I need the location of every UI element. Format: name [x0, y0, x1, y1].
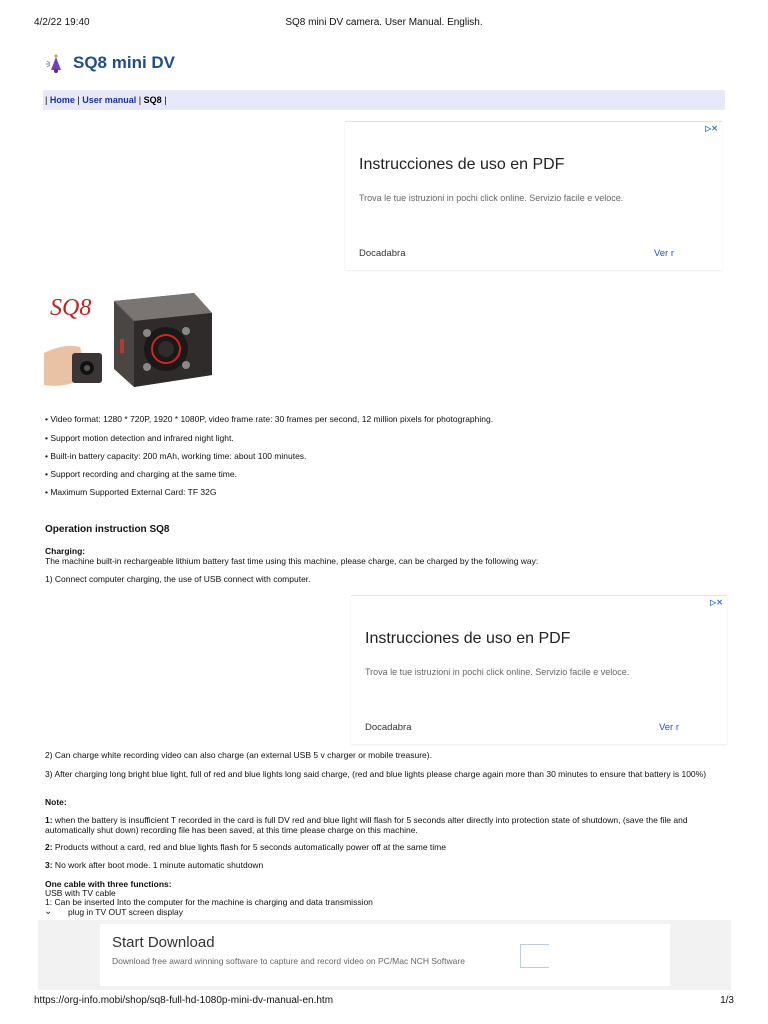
- ad-banner[interactable]: [351, 595, 727, 744]
- site-logo[interactable]: [45, 52, 175, 74]
- ad-description: Trova le tue istruzioni in pochi click online. Servizio facile e veloce.: [365, 667, 630, 677]
- breadcrumb-current: SQ8: [143, 95, 162, 105]
- feature-item: • Support recording and charging at the same time.: [45, 469, 237, 479]
- note-1: 1: when the battery is insufficient T recorded in the card is full DV red and blue light will flash for 5 seconds alter directly into protection state of shutdown, (save the file and automatically shut down) recording file has been saved, at this time please charge on this machine.: [45, 815, 688, 835]
- print-page-number: 1/3: [720, 995, 734, 1006]
- chevron-down-icon[interactable]: ⌄: [44, 906, 53, 917]
- bottom-ad-title[interactable]: Start Download: [112, 934, 215, 951]
- adchoices-icon[interactable]: ▷✕: [705, 124, 718, 133]
- ad-source: Docadabra: [365, 722, 412, 733]
- feature-item: • Video format: 1280 * 720P, 1920 * 1080P, video frame rate: 30 frames per second, 12 million pixels for photographing.: [45, 414, 494, 424]
- cable-heading: One cable with three functions:: [45, 879, 172, 889]
- adchoices-icon[interactable]: ▷✕: [710, 598, 723, 607]
- charging-text: The machine built-in rechargeable lithium battery fast time using this machine, please charge, can be charged by the following way:: [45, 556, 539, 566]
- product-image: [44, 283, 216, 405]
- bottom-ad-card[interactable]: [100, 924, 670, 986]
- print-url: https://org-info.mobi/shop/sq8-full-hd-1080p-mini-dv-manual-en.htm: [34, 995, 334, 1006]
- feature-item: • Built-in battery capacity: 200 mAh, working time: about 100 minutes.: [45, 451, 307, 461]
- bottom-ad-description: Download free award winning software to capture and record video on PC/Mac NCH Software: [112, 956, 465, 966]
- feature-item: • Maximum Supported External Card: TF 32G: [45, 487, 217, 497]
- step-3: 3) After charging long bright blue light, full of red and blue lights long said charge, (red and blue lights please charge again more than 30 minutes to ensure that battery is 100%): [45, 769, 707, 779]
- ad-banner[interactable]: [345, 121, 722, 270]
- ad-source: Docadabra: [359, 248, 406, 259]
- ad-cta-link[interactable]: Ver r: [658, 722, 679, 733]
- feature-item: • Support motion detection and infrared night light.: [45, 433, 234, 443]
- cable-line: USB with TV cable: [45, 888, 116, 898]
- bottom-ad-banner[interactable]: [38, 920, 731, 990]
- bell-logo-icon: [45, 52, 67, 74]
- cable-line: plug in TV OUT screen display: [68, 907, 183, 917]
- note-2: 2: Products without a card, red and blue lights flash for 5 seconds automatically power off at the same time: [45, 842, 446, 852]
- step-1: 1) Connect computer charging, the use of USB connect with computer.: [45, 574, 311, 584]
- cable-line: 1: Can be inserted Into the computer for the machine is charging and data transmission: [45, 897, 373, 907]
- breadcrumb-home-link[interactable]: Home: [49, 95, 75, 105]
- charging-label: Charging:: [45, 546, 86, 556]
- ad-description: Trova le tue istruzioni in pochi click online. Servizio facile e veloce.: [359, 193, 624, 203]
- step-2: 2) Can charge white recording video can also charge (an external USB 5 v charger or mobile treasure).: [45, 750, 432, 760]
- breadcrumb: | Home | User manual | SQ8 |: [43, 90, 725, 110]
- print-title: SQ8 mini DV camera. User Manual. English.: [285, 17, 483, 28]
- ad-headline[interactable]: Instrucciones de uso en PDF: [359, 156, 565, 173]
- bottom-ad-button[interactable]: [520, 944, 549, 968]
- site-name: SQ8 mini DV: [73, 53, 176, 72]
- breadcrumb-user-manual-link[interactable]: User manual: [82, 95, 137, 105]
- product-image-label: SQ8: [50, 295, 92, 321]
- ad-headline[interactable]: Instrucciones de uso en PDF: [365, 630, 571, 647]
- print-datetime: 4/2/22 19:40: [34, 17, 90, 28]
- ad-cta-link[interactable]: Ver r: [653, 248, 674, 259]
- note-label: Note:: [45, 797, 67, 807]
- section-heading: Operation instruction SQ8: [45, 524, 170, 535]
- note-3: 3: No work after boot mode. 1 minute automatic shutdown: [45, 860, 264, 870]
